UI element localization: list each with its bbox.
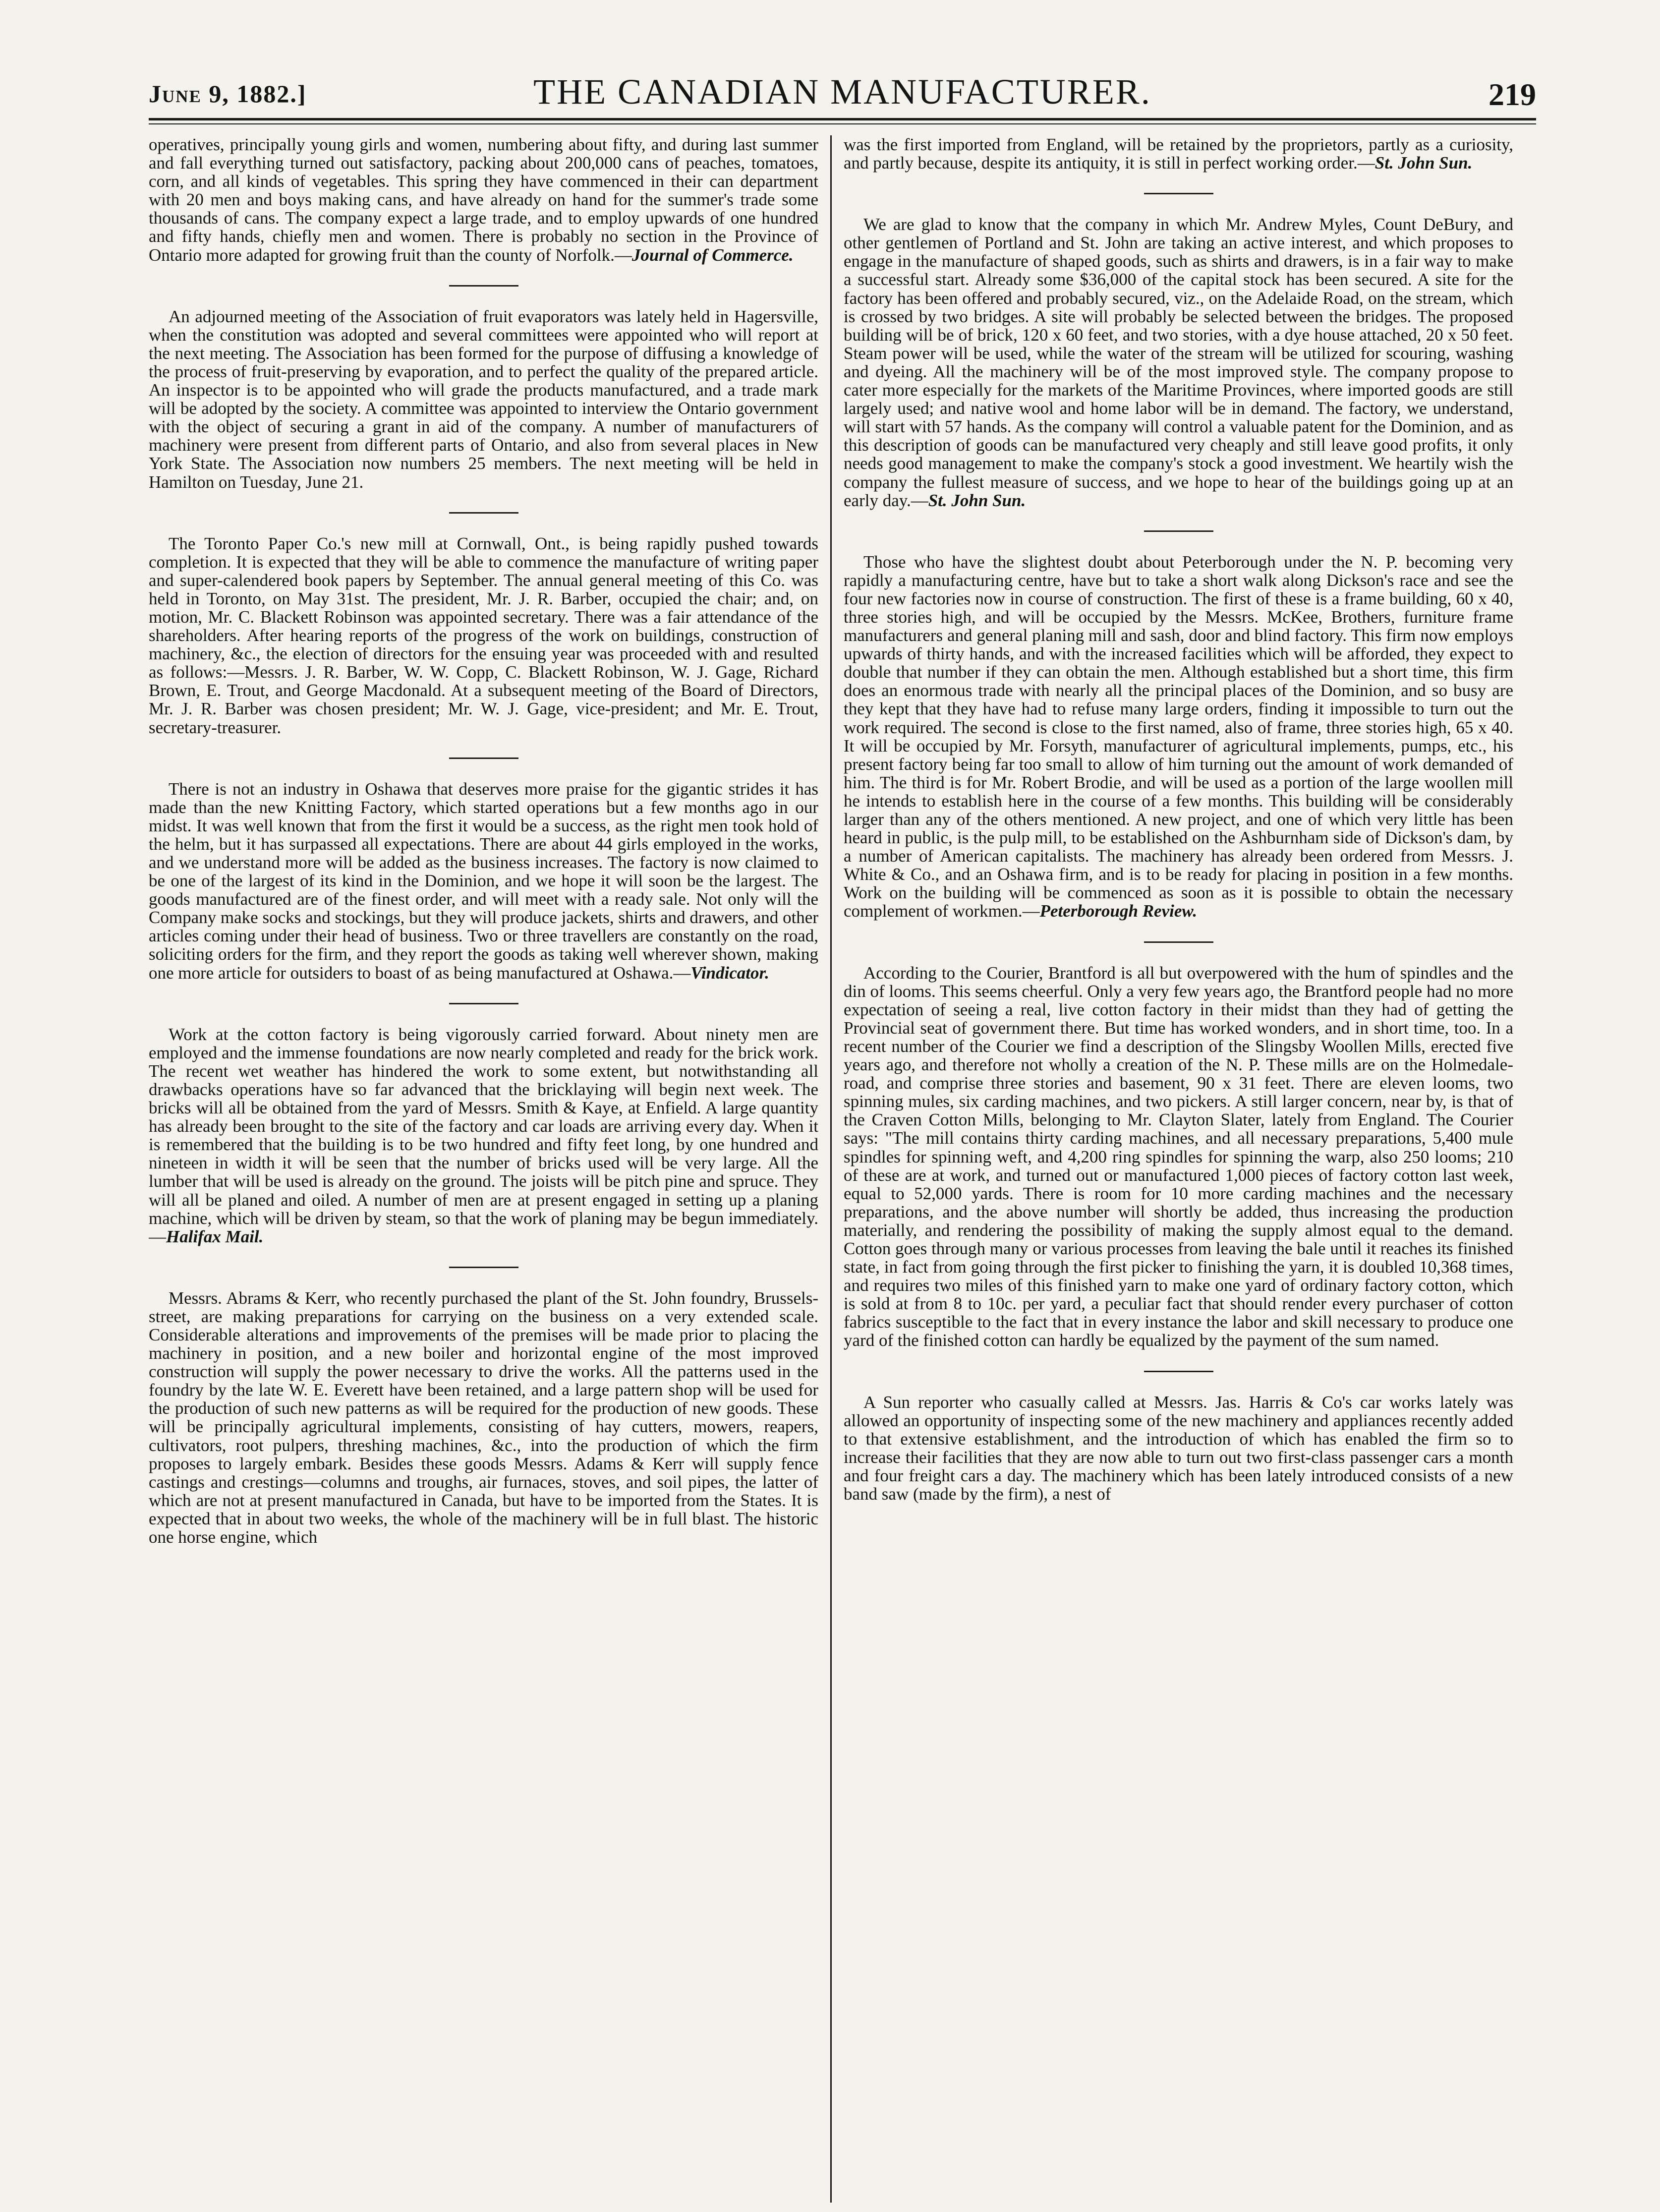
article-divider	[1144, 530, 1213, 532]
right-column	[832, 135, 1513, 2203]
article-text: was the first imported from England, will be retained by the proprietors, partly as a curiosity, and partly because, despite its antiquity, it is still in perfect working order.—	[844, 135, 1513, 173]
article-oshawa-knitting	[149, 780, 818, 982]
article-harris-car-works	[844, 1393, 1513, 1504]
article-text: We are glad to know that the company in which Mr. Andrew Myles, Count DeBury, and other gentlemen of Portland and St. John are taking an active interest, and which proposes to engage in the manufacture of shaped goods, such as shirts and drawers, is in a fair way to make a successful start. Already some $36,000 of the capital stock has been secured. A site for the factory has been offered and probably secured, viz., on the Adelaide Road, on the stream, which is crossed by two bridges. A site will probably be selected between the bridges. The proposed building will be of brick, 120 x 60 feet, and two stories, with a dye house attached, 20 x 50 feet. Steam power will be used, while the water of the stream will be utilized for scouring, washing and dyeing. All the machinery will be of the most improved style. The company propose to cater more especially for the markets of the Maritime Provinces, where imported goods are still largely used; and native wool and home labor will be in demand. The factory, we understand, will start with 57 hands. As the company will control a valuable patent for the Dominion, and as this description of goods can be manufactured very cheaply and still leave good profits, it only needs good management to make the company's stock a good investment. We heartily wish the company the fullest measure of success, and we hope to hear of the buildings going up at an early day.—	[844, 215, 1513, 510]
article-divider	[449, 1003, 518, 1004]
article-peterborough	[844, 553, 1513, 921]
article-abrams-kerr-continued	[844, 135, 1513, 172]
article-text: Those who have the slightest doubt about Peterborough under the N. P. becoming very rapidly a manufacturing centre, have but to take a short walk along Dickson's race and see the four new factories now in course of construction. The first of these is a frame building, 60 x 40, three stories high, and will be occupied by the Messrs. McKee, Brothers, furniture frame manufacturers and general planing mill and sash, door and blind factory. This firm now employs upwards of thirty hands, and with the increased facilities which will be afforded, they expect to double that number if they can obtain the men. Although established but a short time, this firm does an enormous trade with nearly all the principal places of the Dominion, and so busy are they kept that they have had to refuse many large orders, finding it impossible to turn out the work required. The second is close to the first named, also of frame, three stories high, 65 x 40. It will be occupied by Mr. Forsyth, manufacturer of agricultural implements, pumps, etc., his present factory being far too small to allow of him turning out the amount of work demanded of him. The third is for Mr. Robert Brodie, and will be used as a portion of the large woollen mill he intends to establish here in the course of a few months. This building will be considerably larger than any of the others mentioned. A new project, and one of which very little has been heard in public, is the pulp mill, to be established on the Ashburnham side of Dickson's dam, by a number of American capitalists. The machinery has already been ordered from Messrs. J. White & Co., and an Oshawa firm, and is to be ready for placing in position in a few months. Work on the building will be commenced as soon as it is possible to obtain the necessary complement of workmen.—	[844, 552, 1513, 921]
article-source: St. John Sun.	[928, 490, 1026, 510]
article-source: Peterborough Review.	[1039, 901, 1198, 921]
article-text: The Toronto Paper Co.'s new mill at Cornwall, Ont., is being rapidly pushed towards completion. It is expected that they will be able to commence the manufacture of writing paper and super-calendered book papers by September. The annual general meeting of this Co. was held in Toronto, on May 31st. The president, Mr. J. R. Barber, occupied the chair; and, on motion, Mr. C. Blackett Robinson was appointed secretary. There was a fair attendance of the shareholders. After hearing reports of the progress of the work on buildings, construction of machinery, &c., the election of directors for the ensuing year was proceeded with and resulted as follows:—Messrs. J. R. Barber, W. W. Copp, C. Blackett Robinson, W. J. Gage, Richard Brown, E. Trout, and George Macdonald. At a subsequent meeting of the Board of Directors, Mr. J. R. Barber was chosen president; Mr. W. J. Gage, vice-president; and Mr. E. Trout, secretary-treasurer.	[149, 533, 818, 737]
article-fruit-evaporators	[149, 307, 818, 491]
header-rule	[149, 118, 1536, 124]
article-source: Halifax Mail.	[166, 1226, 264, 1246]
article-divider	[449, 757, 518, 759]
article-abrams-kerr	[149, 1289, 818, 1546]
article-source: Vindicator.	[690, 963, 769, 983]
article-divider	[1144, 1371, 1213, 1372]
left-column	[149, 135, 830, 2203]
article-text: Work at the cotton factory is being vigorously carried forward. About ninety men are employed and the immense foundations are now nearly completed and ready for the brick work. The recent wet weather has hindered the work to some extent, but notwithstanding all drawbacks operations have so far advanced that the bricklaying will begin next week. The bricks will all be obtained from the yard of Messrs. Smith & Kaye, at Enfield. A large quantity has already been brought to the site of the factory and car loads are arriving every day. When it is remembered that the building is to be two hundred and fifty feet long, by one hundred and nineteen in width it will be seen that the number of bricks used will be very large. All the lumber that will be used is already on the ground. The joists will be pitch pine and spruce. They will all be planed and oiled. A number of men are at present engaged in setting up a planing machine, which will be driven by steam, so that the work of planing may be begun immediately.—	[149, 1024, 818, 1246]
article-source: Journal of Commerce.	[631, 245, 794, 265]
article-divider	[1144, 193, 1213, 194]
article-text: Messrs. Abrams & Kerr, who recently purchased the plant of the St. John foundry, Brussels-street, are making preparations for carrying on the business on a very extended scale. Considerable alterations and improvements of the premises will be made prior to placing the machinery in position, and a new boiler and horizontal engine of the most improved construction will supply the power necessary to drive the works. All the patterns used in the foundry by the late W. E. Everett have been retained, and a large pattern shop will be used for the production of such new patterns as will be required for the production of new goods. These will be principally agricultural implements, consisting of hay cutters, mowers, reapers, cultivators, root pulpers, threshing machines, &c., into the production of which the firm proposes to largely embark. Besides these goods Messrs. Adams & Kerr will supply fence castings and crestings—columns and troughs, air furnaces, stoves, and soil pipes, the latter of which are not at present manufactured in Canada, but have to be imported from the States. It is expected that in about two weeks, the whole of the machinery will be in full blast. The historic one horse engine, which	[149, 1288, 818, 1547]
article-text: An adjourned meeting of the Association of fruit evaporators was lately held in Hagersville, when the constitution was adopted and several committees were appointed who will report at the next meeting. The Association has been formed for the purpose of diffusing a knowledge of the process of fruit-preserving by evaporation, and to perfect the quality of the prepared article. An inspector is to be appointed who will grade the products manufactured, and a trade mark will be adopted by the society. A committee was appointed to interview the Ontario government with the object of securing a grant in aid of the company. A number of manufacturers of machinery were present from different parts of Ontario, and also from several places in New York State. The Association now numbers 25 members. The next meeting will be held in Hamilton on Tuesday, June 21.	[149, 306, 818, 492]
issue-date: June 9, 1882.]	[149, 80, 307, 108]
article-text: According to the Courier, Brantford is all but overpowered with the hum of spindles and the din of looms. This seems cheerful. Only a very few years ago, the Brantford people had no more expectation of seeing a real, live cotton factory in their midst than they had of getting the Provincial seat of government there. But time has worked wonders, and in short time, too. In a recent number of the Courier we find a description of the Slingsby Woollen Mills, erected five years ago, and therefore not wholly a creation of the N. P. These mills are on the Holmedale-road, and comprise three stories and basement, 90 x 31 feet. There are eleven looms, two spinning mules, six carding machines, and two pickers. A still larger concern, near by, is that of the Craven Cotton Mills, belonging to Mr. Clayton Slater, lately from England. The Courier says: "The mill contains thirty carding machines, and all necessary preparations, 5,400 mule spindles for spinning weft, and 4,200 ring spindles for spinning the warp, also 250 looms; 210 of these are at work, and turned out or manufactured 1,000 pieces of factory cotton last week, equal to 52,000 yards. There is room for 10 more carding machines and the necessary preparations, and the above number will shortly be added, thus increasing the production materially, and rendering the possibility of making the supply almost equal to the demand. Cotton goes through many or various processes from leaving the bale until it reaches its finished state, in fact from going through the first picker to finishing the yarn, it is doubled 10,368 times, and requires two miles of this finished yarn to make one yard of ordinary factory cotton, which is sold at from 8 to 10c. per yard, a peculiar fact that should render every purchaser of cotton fabrics susceptible to the fact that in every instance the labor and skill necessary to produce one yard of the finished cotton can hardly be equalized by the payment of the sum named.	[844, 963, 1513, 1350]
masthead	[149, 74, 1536, 114]
article-brantford	[844, 964, 1513, 1350]
article-halifax-cotton	[149, 1025, 818, 1246]
article-divider	[1144, 941, 1213, 943]
article-shaped-goods	[844, 215, 1513, 510]
article-divider	[449, 512, 518, 514]
publication-title: THE CANADIAN MANUFACTURER.	[533, 72, 1151, 112]
columns	[149, 135, 1536, 2203]
article-toronto-paper	[149, 534, 818, 737]
article-divider	[449, 285, 518, 287]
article-divider	[449, 1267, 518, 1268]
article-text: A Sun reporter who casually called at Messrs. Jas. Harris & Co's car works lately was allowed an opportunity of inspecting some of the new machinery and appliances recently added to that extensive establishment, and the introduction of which has enabled the firm so to increase their facilities that they are now able to turn out two first-class passenger cars a month and four freight cars a day. The machinery which has been lately introduced consists of a new band saw (made by the firm), a nest of	[844, 1392, 1513, 1504]
article-text: operatives, principally young girls and women, numbering about fifty, and during last summer and fall everything turned out satisfactory, packing about 200,000 cans of peaches, tomatoes, corn, and all kinds of vegetables. This spring they have commenced in their can department with 20 men and boys making cans, and have already on hand for the summer's trade some thousands of cans. The company expect a large trade, and to employ upwards of one hundred and fifty hands, chiefly men and women. There is probably no section in the Province of Ontario more adapted for growing fruit than the county of Norfolk.—	[149, 135, 818, 265]
page-number: 219	[1488, 77, 1536, 112]
article-norfolk-cannery	[149, 135, 818, 264]
article-source: St. John Sun.	[1374, 153, 1473, 173]
article-text: There is not an industry in Oshawa that deserves more praise for the gigantic strides it has made than the new Knitting Factory, which started operations but a few months ago in our midst. It was well known that from the first it would be a success, as the right men took hold of the helm, but it has surpassed all expectations. There are about 44 girls employed in the works, and we understand more will be added as the business increases. The factory is now claimed to be one of the largest of its kind in the Dominion, and we hope it will soon be the largest. The goods manufactured are of the finest order, and will meet with a ready sale. Not only will the Company make socks and stockings, but they will produce jackets, shirts and drawers, and other articles coming under their head of business. Two or three travellers are constantly on the road, soliciting orders for the firm, and they report the goods as taking well wherever shown, making one more article for outsiders to boast of as being manufactured at Oshawa.—	[149, 779, 818, 983]
